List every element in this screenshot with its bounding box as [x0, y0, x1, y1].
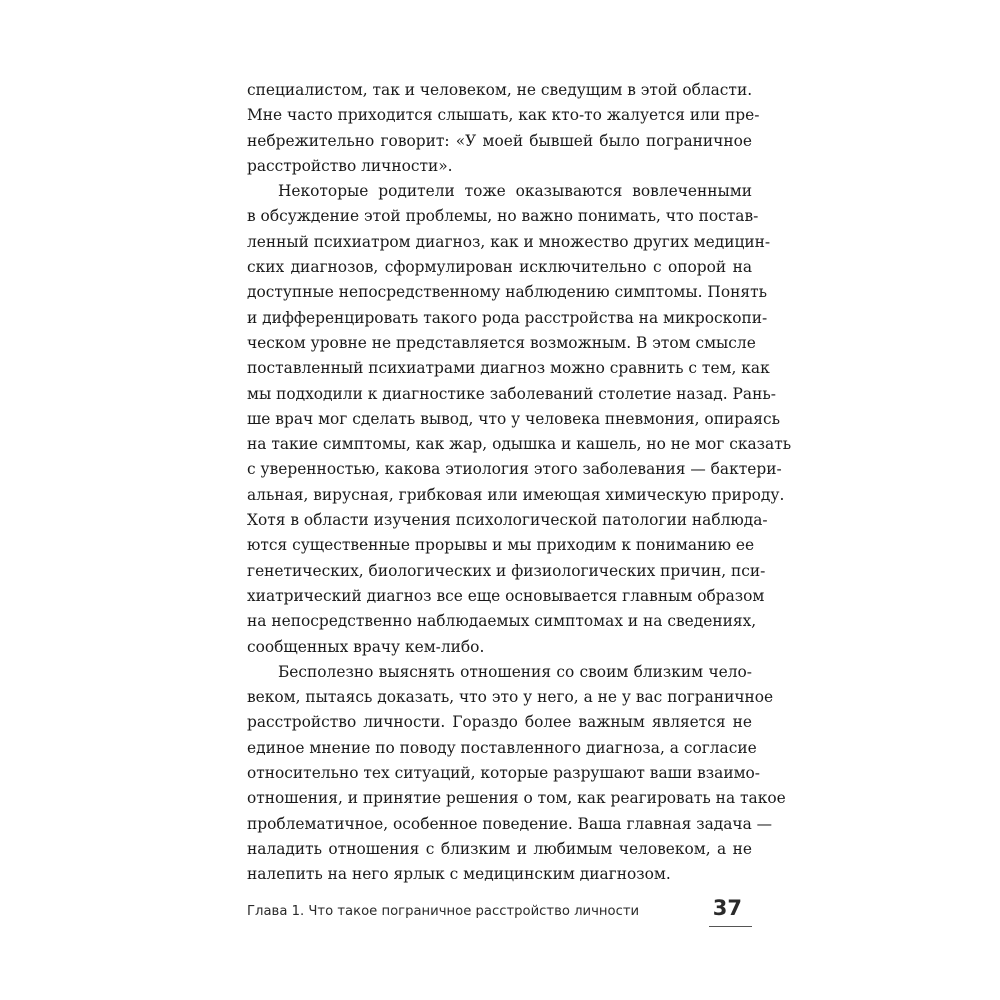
- text-line: Хотя в области изучения психологической патологии наблюда-: [247, 511, 768, 530]
- text-line: генетических, биологических и физиологических причин, пси-: [247, 561, 766, 580]
- paragraph-first-line: Некоторые родители тоже оказываются вовлеченными: [278, 182, 752, 201]
- text-line: сообщенных врачу кем-либо.: [247, 637, 485, 656]
- text-line: ленный психиатром диагноз, как и множество других медицин-: [247, 232, 771, 251]
- text-line: относительно тех ситуаций, которые разрушают ваши взаимо-: [247, 764, 761, 783]
- text-line: доступные непосредственному наблюдению симптомы. Понять: [247, 283, 767, 302]
- text-line: небрежительно говорит: «У моей бывшей было пограничное: [247, 131, 752, 150]
- page-number: 37: [712, 896, 742, 920]
- text-line: расстройство личности».: [247, 156, 453, 175]
- text-line: с уверенностью, какова этиология этого заболевания — бактери-: [247, 460, 782, 479]
- text-line: ческом уровне не представляется возможным. В этом смысле: [247, 333, 756, 352]
- text-line: отношения, и принятие решения о том, как реагировать на такое: [247, 789, 786, 808]
- text-line: поставленный психиатрами диагноз можно сравнить с тем, как: [247, 359, 770, 378]
- text-line: ются существенные прорывы и мы приходим к пониманию ее: [247, 536, 755, 555]
- text-line: проблематичное, особенное поведение. Ваша главная задача —: [247, 814, 773, 833]
- text-line: налепить на него ярлык с медицинским диагнозом.: [247, 865, 671, 884]
- page-footer: [247, 898, 752, 930]
- text-line: расстройство личности. Гораздо более важным является не: [247, 713, 752, 732]
- running-head: Глава 1. Что такое пограничное расстройство личности: [247, 904, 640, 919]
- body-text: [247, 78, 792, 888]
- text-line: и дифференцировать такого рода расстройства на микроскопи-: [247, 308, 768, 327]
- text-line: мы подходили к диагностике заболеваний столетие назад. Рань-: [247, 384, 776, 403]
- text-line: Мне часто приходится слышать, как кто-то жалуется или пре-: [247, 106, 760, 125]
- text-line: хиатрический диагноз все еще основывается главным образом: [247, 586, 765, 605]
- text-line: единое мнение по поводу поставленного диагноза, а согласие: [247, 738, 757, 757]
- text-line: в обсуждение этой проблемы, но важно понимать, что постав-: [247, 207, 759, 226]
- text-line: альная, вирусная, грибковая или имеющая химическую природу.: [247, 485, 785, 504]
- text-line: на непосредственно наблюдаемых симптомах и на сведениях,: [247, 612, 757, 631]
- text-line: на такие симптомы, как жар, одышка и кашель, но не мог сказать: [247, 435, 792, 454]
- footer-rule: [709, 926, 752, 927]
- text-line: специалистом, так и человеком, не сведущим в этой области.: [247, 81, 753, 99]
- text-line: наладить отношения с близким и любимым человеком, а не: [247, 839, 752, 858]
- paragraph-first-line: Бесполезно выяснять отношения со своим близким чело-: [278, 662, 752, 681]
- text-line: ше врач мог сделать вывод, что у человека пневмония, опираясь: [247, 409, 780, 428]
- text-line: веком, пытаясь доказать, что это у него, а не у вас пограничное: [247, 688, 774, 707]
- text-line: ских диагнозов, сформулирован исключительно с опорой на: [247, 258, 752, 277]
